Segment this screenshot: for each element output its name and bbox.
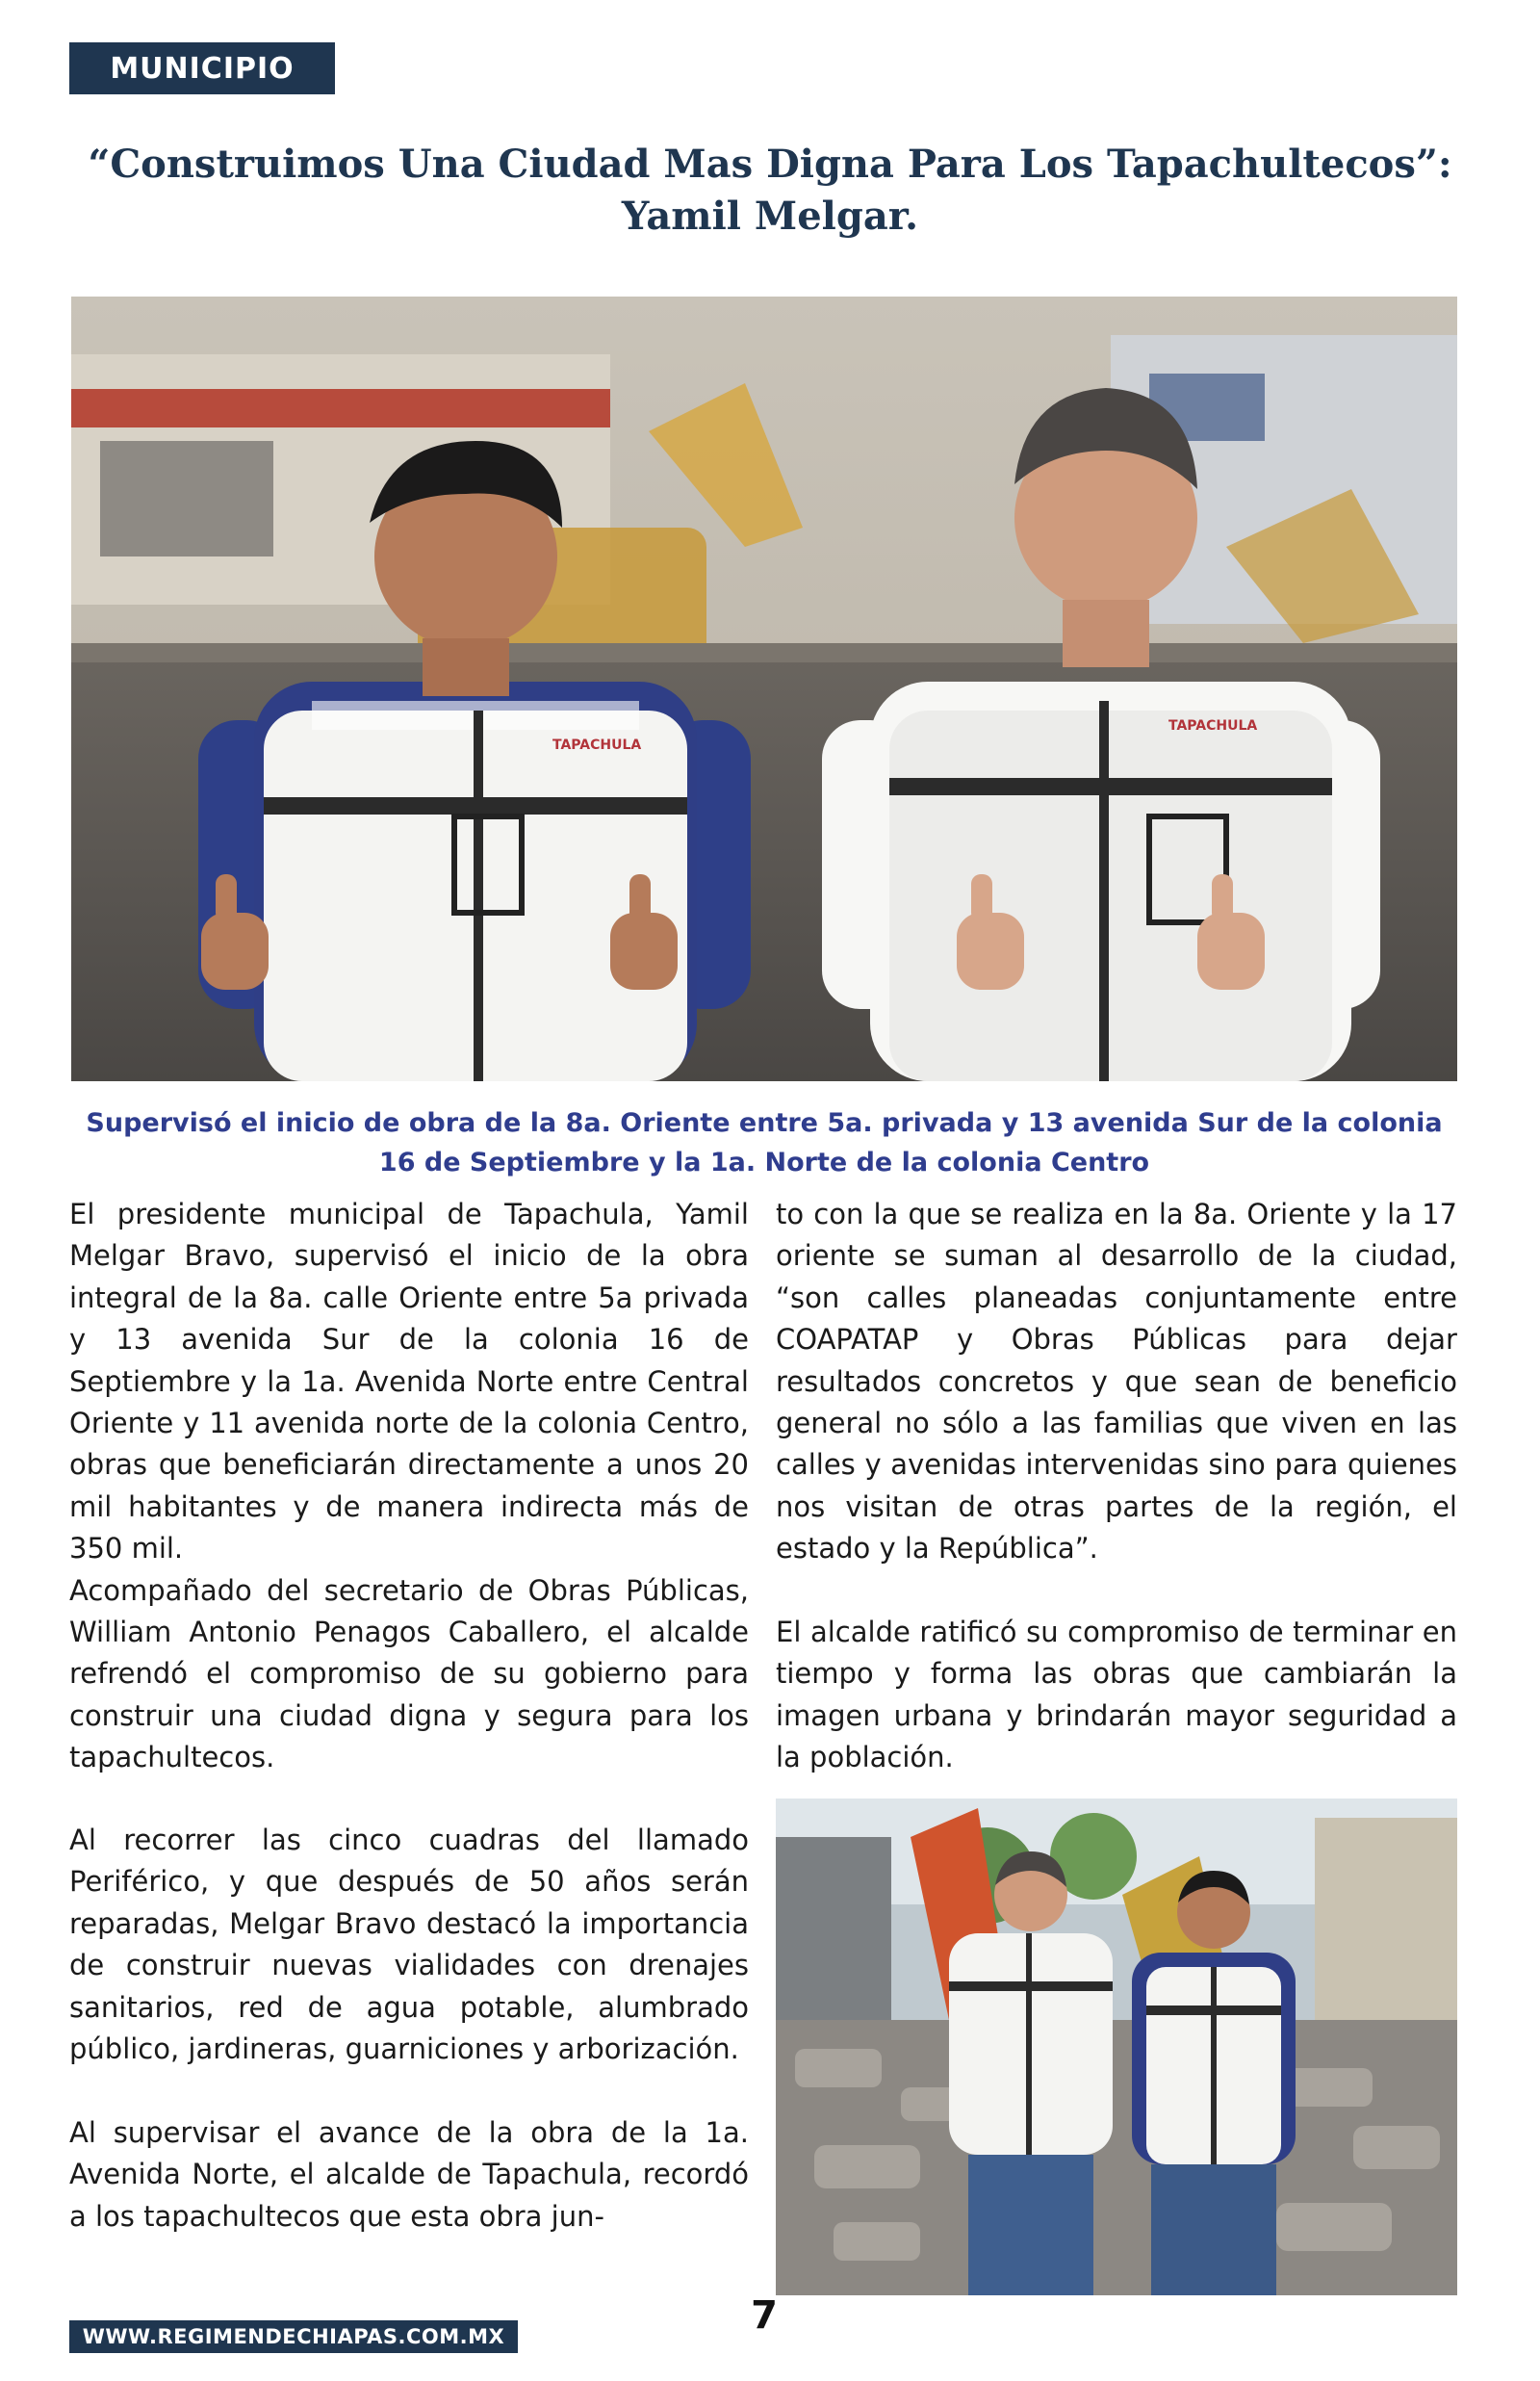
- article-paragraph: Al recorrer las cinco cuadras del llamado Periférico, y que después de 50 años serán reparadas, Melgar Bravo destacó la importancia de construir nuevas vialidades con drenajes sanitarios, red de agua potable, alumbrado público, jardineras, guarniciones y arborización.: [69, 1824, 749, 2066]
- footer-url[interactable]: WWW.REGIMENDECHIAPAS.COM.MX: [69, 2320, 518, 2353]
- article-column-right: [776, 1194, 1457, 1781]
- article-paragraph: Acompañado del secretario de Obras Públicas, William Antonio Penagos Caballero, el alcalde refrendó el compromiso de su gobierno para construir una ciudad digna y segura para los tapachultecos.: [69, 1573, 749, 1774]
- article-column-left-continued: [69, 1820, 749, 2272]
- vest-logo-right: TAPACHULA: [1168, 718, 1258, 734]
- main-photo: [71, 297, 1457, 1081]
- headline: “Construimos Una Ciudad Mas Digna Para Los Tapachultecos”: Yamil Melgar.: [88, 142, 1452, 239]
- page-number: 7: [751, 2293, 778, 2338]
- article-paragraph: Al supervisar el avance de la obra de la 1a. Avenida Norte, el alcalde de Tapachula, recordó a los tapachultecos que esta obra jun-: [69, 2115, 749, 2233]
- article-paragraph: El alcalde ratificó su compromiso de terminar en tiempo y forma las obras que cambiarán la imagen urbana y brindarán mayor seguridad a la población.: [776, 1616, 1457, 1774]
- secondary-photo: [776, 1799, 1457, 2295]
- section-tag: MUNICIPIO: [69, 42, 335, 94]
- photo-caption: Supervisó el inicio de obra de la 8a. Oriente entre 5a. privada y 13 avenida Sur de la colonia 16 de Septiembre y la 1a. Norte de la colonia Centro: [86, 1108, 1443, 1178]
- article-column-left: [69, 1194, 749, 1791]
- vest-logo-left: TAPACHULA: [552, 738, 642, 753]
- article-paragraph: to con la que se realiza en la 8a. Oriente y la 17 oriente se suman al desarrollo de la ciudad, “son calles planeadas conjuntamente entre COAPATAP y Obras Públicas para dejar resultados concretos y que sean de beneficio general no sólo a las familias que viven en las calles y avenidas intervenidas sino para quienes nos visitan de otras partes de la región, el estado y la República”.: [776, 1198, 1457, 1566]
- article-paragraph: El presidente municipal de Tapachula, Yamil Melgar Bravo, supervisó el inicio de la obra integral de la 8a. calle Oriente entre 5a privada y 13 avenida Sur de la colonia 16 de Septiembre y la 1a. Avenida Norte entre Central Oriente y 11 avenida norte de la colonia Centro, obras que beneficiarán directamente a unos 20 mil habitantes y de manera indirecta más de 350 mil.: [69, 1198, 749, 1566]
